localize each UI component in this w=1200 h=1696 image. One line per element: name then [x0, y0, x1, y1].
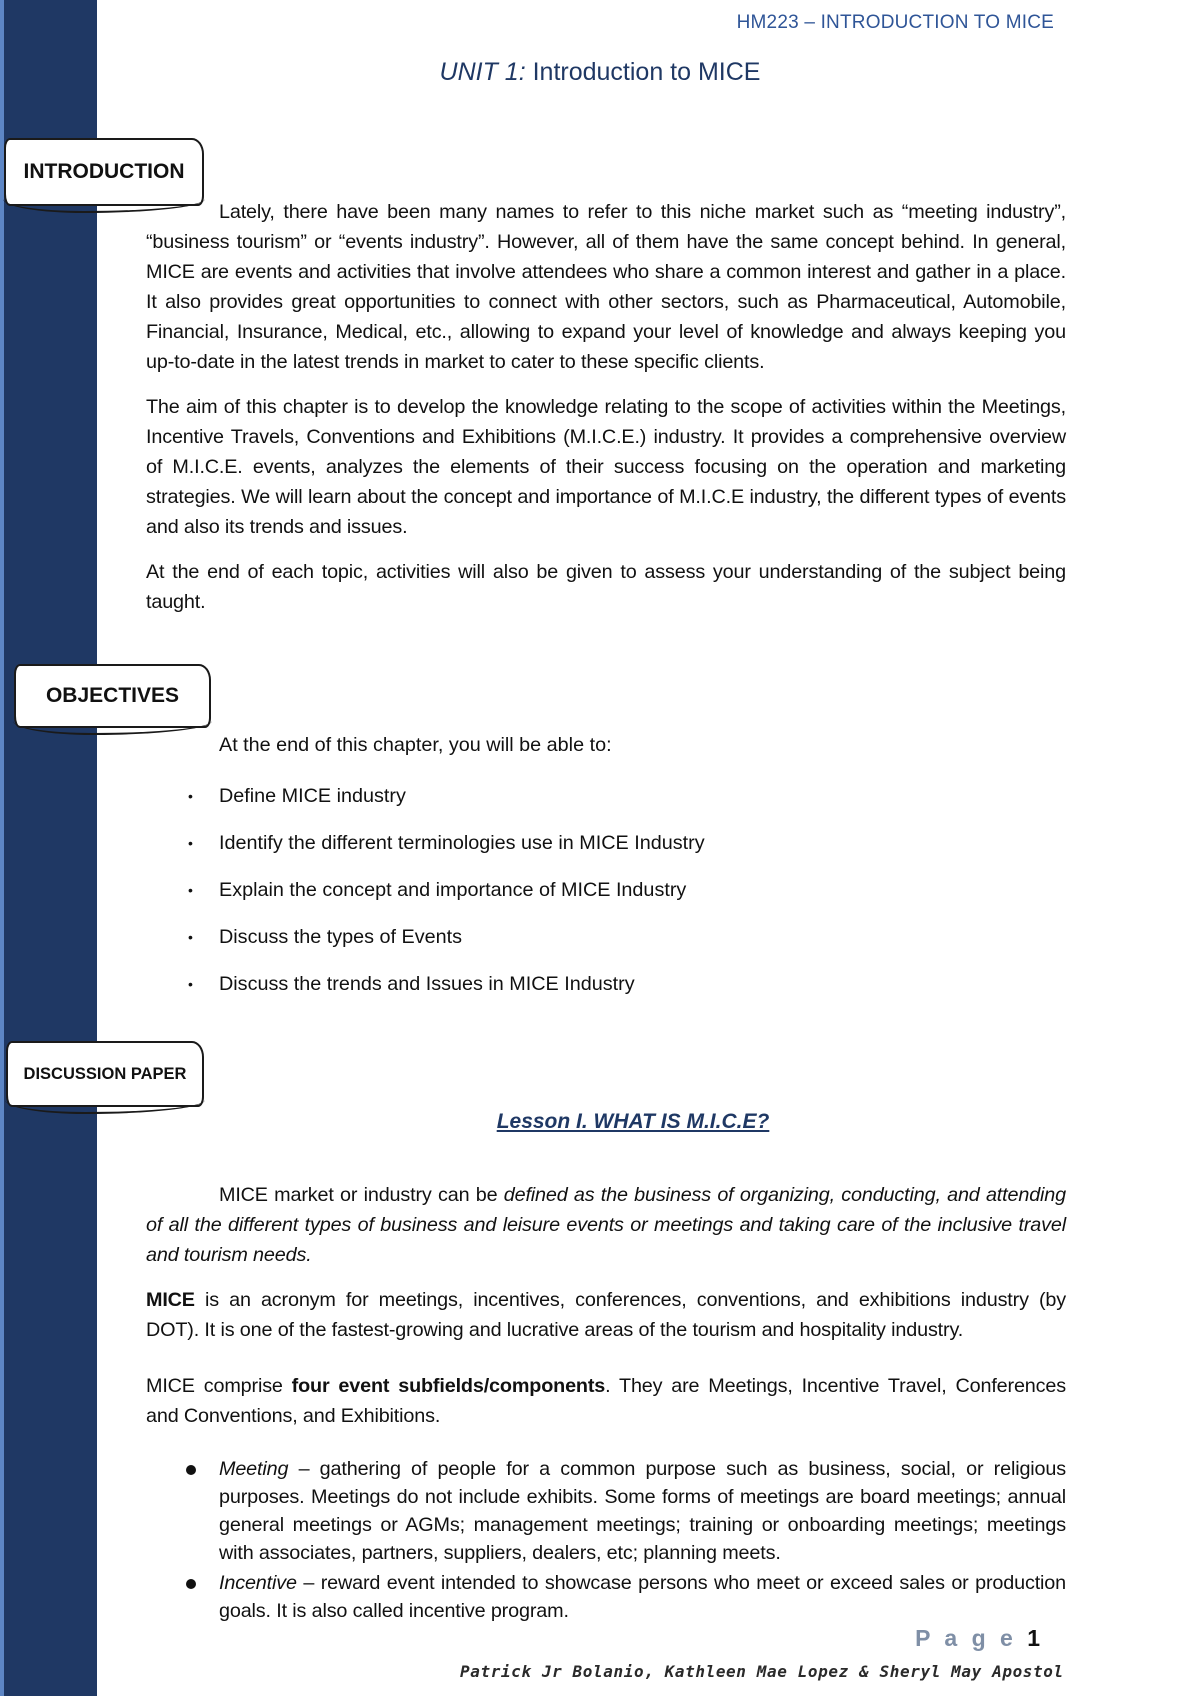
objectives-banner: [14, 664, 211, 728]
components-paragraph: MICE comprise four event subfields/components. They are Meetings, Incentive Travel, Conferences and Conventions, and Exhibitions.: [146, 1375, 1066, 1427]
list-item: • Identify the different terminologies use in MICE Industry: [188, 819, 705, 866]
authors-footer: Patrick Jr Bolanio, Kathleen Mae Lopez & Sheryl May Apostol: [460, 1662, 1064, 1681]
unit-title-text: Introduction to MICE: [532, 58, 761, 86]
discussion-body: [146, 1180, 1066, 1431]
bullet-icon: •: [188, 929, 193, 945]
list-item: • Discuss the trends and Issues in MICE Industry: [188, 960, 705, 1007]
acronym-paragraph: MICE is an acronym for meetings, incentives, conferences, conventions, and exhibitions industry (by DOT). It is one of the fastest-growing and lucrative areas of the tourism and hospitality industry.: [146, 1289, 1066, 1341]
intro-paragraph-1: Lately, there have been many names to refer to this niche market such as “meeting industry”, “business tourism” or “events industry”. However, all of them have the same concept behind. In general, MICE are events and activities that involve attendees who share a common interest and gather in a place. It also provides great opportunities to connect with other sectors, such as Pharmaceutical, Automobile, Financial, Insurance, Medical, etc., allowing to expand your level of knowledge and always keeping you up-to-date in the latest trends in market to cater to these specific clients.: [146, 201, 1066, 373]
introduction-body: [146, 197, 1066, 617]
list-item: Meeting – gathering of people for a common purpose such as business, social, or religious purposes. Meetings do not include exhibits. Some forms of meetings are board meetings; annual general meetings or AGMs; management meetings; training or onboarding meetings; meetings with associates, partners, suppliers, dealers, etc; planning meets.: [186, 1455, 1066, 1567]
list-item: • Explain the concept and importance of MICE Industry: [188, 866, 705, 913]
introduction-banner-label: INTRODUCTION: [23, 160, 185, 183]
page-number: [915, 1625, 1040, 1652]
bullet-dot-icon: [186, 1579, 196, 1589]
intro-paragraph-3: At the end of each topic, activities will also be given to assess your understanding of the subject being taught.: [146, 561, 1066, 613]
page-label: P a g e: [915, 1625, 1017, 1651]
objectives-lead: At the end of this chapter, you will be able to:: [219, 734, 612, 756]
page-number-value: 1: [1027, 1625, 1040, 1651]
bullet-icon: •: [188, 976, 193, 992]
sidebar-accent-edge: [0, 0, 4, 1696]
intro-paragraph-2: The aim of this chapter is to develop the knowledge relating to the scope of activities within the Meetings, Incentive Travels, Conventions and Exhibitions (M.I.C.E.) industry. It provides a comprehensive overview of M.I.C.E. events, analyzes the elements of their success focusing on the operation and marketing strategies. We will learn about the concept and importance of M.I.C.E industry, the different types of events and also its trends and issues.: [146, 396, 1066, 538]
objectives-list: [188, 772, 705, 1007]
course-code-header: HM223 – INTRODUCTION TO MICE: [736, 12, 1054, 33]
components-list: [186, 1455, 1066, 1625]
list-item: Incentive – reward event intended to showcase persons who meet or exceed sales or production goals. It is also called incentive program.: [186, 1569, 1066, 1625]
bullet-dot-icon: [186, 1465, 196, 1475]
list-item: • Define MICE industry: [188, 772, 705, 819]
bullet-icon: •: [188, 788, 193, 804]
list-item: • Discuss the types of Events: [188, 913, 705, 960]
unit-label: UNIT 1:: [439, 58, 526, 86]
unit-title: [0, 58, 1200, 87]
discussion-banner: [6, 1041, 204, 1107]
introduction-banner: [4, 138, 204, 206]
left-sidebar-bar: [0, 0, 97, 1696]
objectives-banner-label: OBJECTIVES: [45, 684, 180, 707]
bullet-icon: •: [188, 835, 193, 851]
definition-paragraph: MICE market or industry can be defined as the business of organizing, conducting, and attending of all the different types of business and leisure events or meetings and taking care of the inclusive travel and tourism needs.: [146, 1184, 1067, 1266]
discussion-banner-label: DISCUSSION PAPER: [23, 1064, 187, 1083]
bullet-icon: •: [188, 882, 193, 898]
lesson-title: Lesson I. WHAT IS M.I.C.E?: [496, 1110, 770, 1133]
